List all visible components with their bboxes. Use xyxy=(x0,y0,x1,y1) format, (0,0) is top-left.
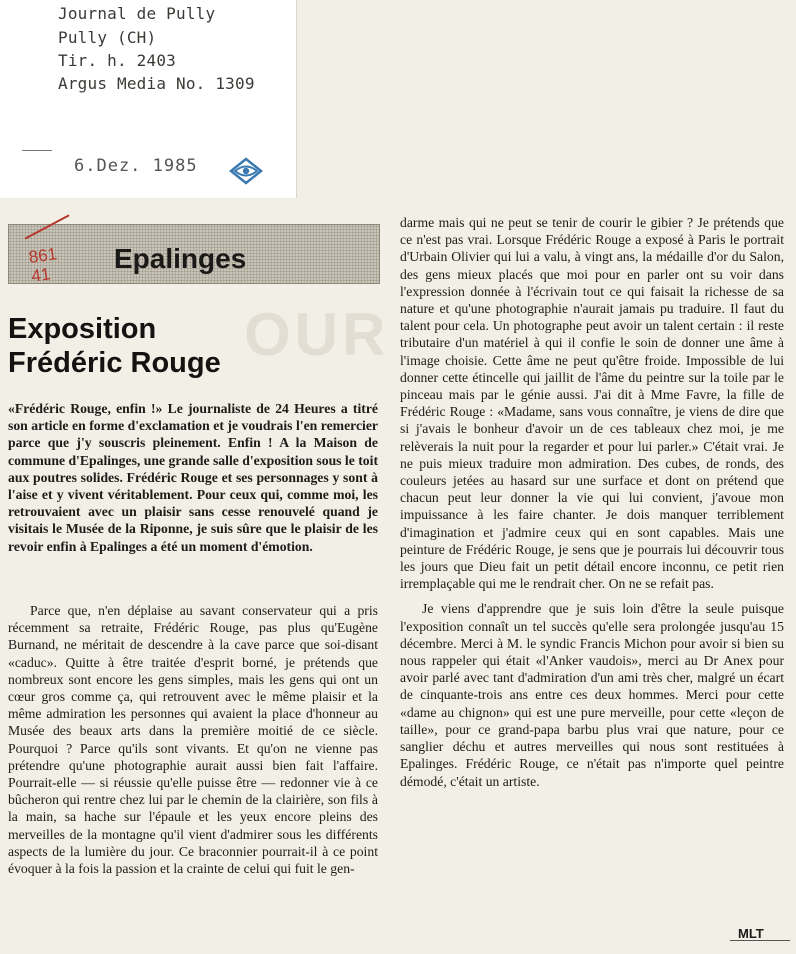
body-paragraph: Je viens d'apprendre que je suis loin d'être la seule puisque l'exposition connaît un tel succès qu'elle sera prolongée jusqu'au 15 décembre. Merci à M. le syndic Francis Michon pour avoir si bien su nous rappeler qui était «l'Anker vaudois», merci au Dr Anex pour avoir parlé avec tant d'admiration d'un ami très cher, malgré un écart de cinquante-trois ans entre ces deux hommes. Merci pour cette «dame au chignon» qui est une pure merveille, pour cette «leçon de taille», pour ce grand-papa barbu plus vrai que nature, pour ce sanglier déchu et autres merveilles qui nous sont restituées à Epalinges. Frédéric Rouge, ce n'était pas n'importe quel peintre démodé, c'était un artiste. xyxy=(400,601,784,789)
date-stamp: 6.Dez. 1985 xyxy=(74,156,198,176)
lead-paragraph xyxy=(8,400,378,555)
signature-rule xyxy=(730,940,790,941)
argus-media-label xyxy=(0,0,297,198)
eye-logo-icon xyxy=(229,156,263,186)
rubric-title: Epalinges xyxy=(114,243,247,274)
divider xyxy=(22,150,52,151)
handwritten-note-line: 861 xyxy=(27,244,59,267)
publication-name: Journal de Pully xyxy=(58,4,216,23)
handwritten-note-line: 41 xyxy=(30,264,52,286)
lead-text: «Frédéric Rouge, enfin !» Le journaliste de 24 Heures a titré son article en forme d'exclamation et je voudrais l'en remercier parce que j'y souscris pleinement. Enfin ! A la Maison de commune d'Epalinges, une grande salle d'exposition sous le toit aux poutres solides. Frédéric Rouge et ses personnages y sont à l'aise et y vivent véritablement. Pour ceux qui, comme moi, les retrouvaient avec un plaisir sans cesse renouvelé quand je visitais le Musée de la Riponne, je suis sûre que le plaisir de les revoir enfin à Epalinges a été un moment d'émotion. xyxy=(8,401,378,554)
circulation: Tir. h. 2403 xyxy=(58,51,176,70)
publication-place: Pully (CH) xyxy=(58,28,157,47)
headline xyxy=(8,312,221,380)
body-column-left xyxy=(8,602,378,877)
show-through-print: OUR xyxy=(244,301,390,368)
author-signature: MLT xyxy=(738,926,764,941)
headline-line-2: Frédéric Rouge xyxy=(8,347,221,379)
argus-number: Argus Media No. 1309 xyxy=(58,74,255,93)
headline-line-1: Exposition xyxy=(8,313,157,345)
body-paragraph: darme mais qui ne peut se tenir de courir le gibier ? Je prétends que ce n'est pas vrai. Lorsque Frédéric Rouge a exposé à Paris le portrait d'Urbain Olivier qui lui a valu, à vingt ans, la médaille d'or du Salon, des gens mieux placés que moi pour en parler ont su voir dans l'expression donnée à l'écrivain tout ce qui faisait la richesse de sa nature et qu'une photographie n'aurait jamais pu traduire. Il faut du talent pour cela. Un photographe peut avoir un talent certain : il reste tributaire d'un matériel à qui il confie le soin de donner une âme à l'image choisie. Cette âme ne peut qu'être froide. Impossible de lui donner cette étincelle qui jaillit de l'âme du peintre sur la toile par le pinceau mais par le génie aussi. J'ai dit à Mme Favre, la fille de Frédéric Rouge : «Madame, sans vous connaître, je viens de dire que si j'avais le bonheur d'avoir un de ces tableaux chez moi, je me relèverais la nuit pour la regarder et pour lui parler.» C'était vrai. Je ne puis mieux traduire mon admiration. Des cubes, de ronds, des couleurs jetées au hasard sur une surface et dont on prétend que chacun peut leur donner la vie qui lui convient, j'avoue mon impuissance à les faire chanter. Je dois manquer terriblement d'imagination et j'admire ceux qui en sont capables. Mais une peinture de Frédéric Rouge, je sens que je pourrais lui découvrir tous les jours que Dieu fait un petit détail encore inconnu, ce petit rien irremplaçable qui me le rendrait cher. On ne se refait pas. xyxy=(400,215,784,592)
newsprint-background-top xyxy=(296,0,796,198)
body-column-right xyxy=(400,214,784,790)
handwritten-note xyxy=(27,244,60,286)
body-paragraph: Parce que, n'en déplaise au savant conservateur qui a pris récemment sa retraite, Frédéric Rouge, pas plus qu'Eugène Burnand, ne méritait de descendre à la cave parce que soi-disant «caduc». Quitte à être traitée d'esprit borné, je prétends que nombreux sont encore les gens simples, mais les gens qui ont un cœur gros comme ça, qui retrouvent avec le même plaisir et la même admiration les personnes qui avaient la place d'honneur au Musée des beaux arts dans la première moitié de ce siècle. Pourquoi ? Parce qu'ils sont vivants. Et qu'on ne vienne pas prétendre qu'une photographie aurait aussi bien fait l'affaire. Pourrait-elle — si réussie qu'elle puisse être — redonner vie à ce bûcheron qui rentre chez lui par le chemin de la clairière, son fils à la main, sa hache sur l'épaule et les yeux encore pleins des merveilles de la montagne qu'il vient d'admirer sous les différents aspects de la lumière du jour. Ce braconnier pourrait-il à ce point évoquer à la fois la passion et la crainte de celui qui fuit le gen- xyxy=(8,603,378,877)
